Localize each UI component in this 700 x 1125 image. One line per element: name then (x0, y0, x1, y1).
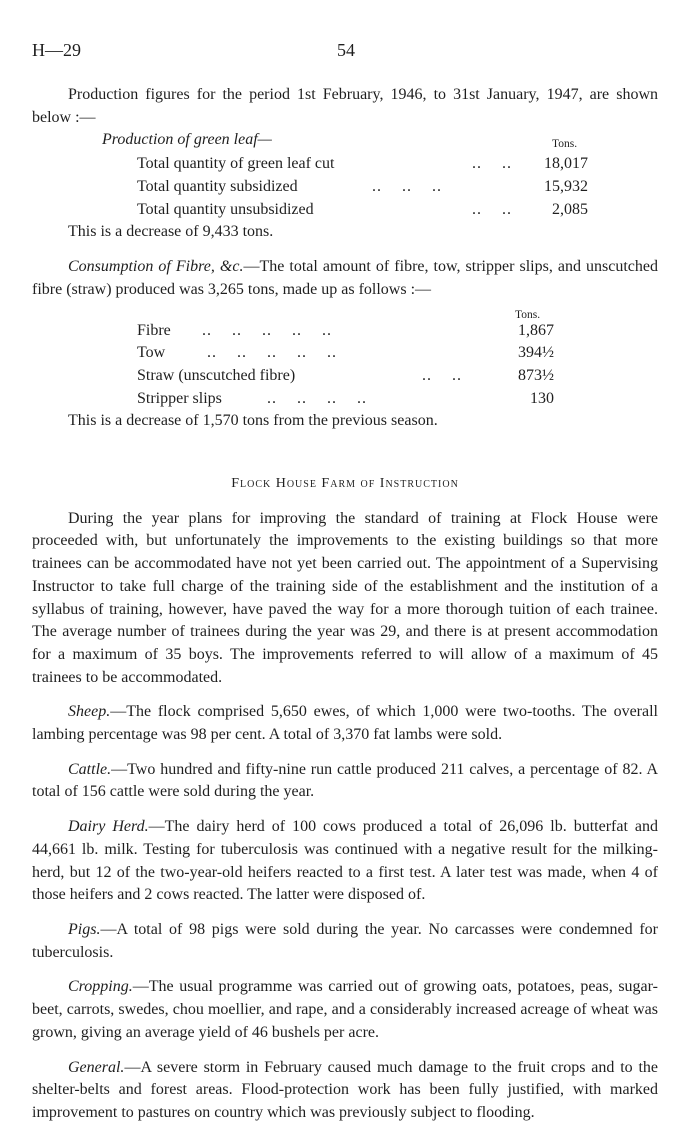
row-label: Total quantity of green leaf cut (137, 155, 335, 173)
paragraph-text: —A total of 98 pigs were sold during the year. No carcasses were condemned for tuberculosis. (32, 920, 658, 961)
row-label: Tow (137, 344, 166, 362)
row-value: 18,017 (544, 155, 588, 173)
row-leader: .. .. (462, 200, 512, 218)
paragraph-text: —A severe storm in February caused much damage to the fruit crops and to the shelter-belts and forest areas. Flood-protection work has been fully justified, with marked improvement to pastures on country which was previously subject to flooding. (32, 1058, 658, 1121)
paragraph-text: —The flock comprised 5,650 ewes, of which 1,000 were two-tooths. The overall lambing percentage was 98 per cent. A total of 3,370 fat lambs were sold. (32, 703, 658, 744)
row-value: 1,867 (518, 321, 554, 339)
dairy-paragraph (32, 816, 658, 907)
fibre-row (32, 342, 658, 365)
row-leader: .. .. .. .. .. (197, 344, 337, 362)
fibre-unit-row (32, 302, 658, 320)
fibre-summary: This is a decrease of 1,570 tons from the previous season. (68, 412, 438, 430)
production-unit-row (32, 131, 658, 149)
paragraph-lead: Cattle. (68, 760, 112, 778)
fibre-lead: Consumption of Fibre, &c. (68, 258, 244, 276)
general-paragraph (32, 1057, 658, 1125)
row-leader: .. .. (462, 155, 512, 173)
production-summary: This is a decrease of 9,433 tons. (68, 223, 274, 241)
row-value: 2,085 (552, 200, 588, 218)
paragraph-text: —The dairy herd of 100 cows produced a total of 26,096 lb. butterfat and 44,661 lb. milk. Testing for tuberculosis was continued with a negative result for the milking-herd, but 12 of the two-year-old heifers reacted to a first test. A later test was made, when 4 of those heifers and 2 cows reacted. The latter were disposed of. (32, 818, 658, 904)
paragraph-text: —Two hundred and fifty-nine run cattle produced 211 calves, a percentage of 82. A total of 156 cattle were sold during the year. (32, 760, 658, 801)
row-label: Stripper slips (137, 389, 222, 407)
section-title (32, 473, 658, 496)
section-title-text: Flock House Farm of Instruction (231, 476, 459, 492)
document-reference: H—29 (32, 40, 81, 60)
paragraph-lead: General. (68, 1058, 125, 1076)
row-leader: .. .. .. .. (257, 389, 367, 407)
row-leader: .. .. .. (362, 178, 442, 196)
fibre-row (32, 320, 658, 343)
fibre-unit: Tons. (515, 308, 541, 321)
row-label: Straw (unscutched fibre) (137, 366, 296, 384)
cropping-paragraph (32, 976, 658, 1044)
pigs-paragraph (32, 919, 658, 964)
row-label: Total quantity unsubsidized (137, 200, 314, 218)
production-intro: Production figures for the period 1st February, 1946, to 31st January, 1947, are shown below :— (32, 86, 658, 126)
page-body (32, 84, 658, 1125)
sheep-paragraph (32, 701, 658, 746)
production-row (32, 199, 658, 222)
paragraph-lead: Pigs. (68, 920, 101, 938)
paragraph-lead: Sheep. (68, 703, 111, 721)
row-label: Total quantity subsidized (137, 178, 298, 196)
row-leader: .. .. (407, 366, 462, 384)
production-unit: Tons. (552, 138, 578, 151)
paragraph-lead: Cropping. (68, 978, 133, 996)
row-value: 873½ (518, 366, 554, 384)
production-row (32, 176, 658, 199)
row-value: 394½ (518, 344, 554, 362)
production-row (32, 153, 658, 176)
page-number: 54 (337, 40, 355, 60)
paragraph-lead: Dairy Herd. (68, 818, 149, 836)
page-header (32, 40, 658, 64)
flock-intro: During the year plans for improving the standard of training at Flock House were proceeded with, but unfortunately the improvements to the existing buildings so that more trainees can be accommodated have not yet been carried out. The appointment of a Supervising Instructor to take full charge of the training side of the establishment and the institution of a syllabus of training, however, have paved the way for a more thorough tuition of each trainee. The average number of trainees during the year was 29, and there is at present accommodation for a maximum of 35 boys. The improvements referred to will allow of a maximum of 45 trainees to be accommodated. (32, 509, 658, 686)
row-value: 130 (530, 389, 554, 407)
fibre-row (32, 365, 658, 388)
production-heading: Production of green leaf— (102, 131, 272, 149)
row-label: Fibre (137, 321, 171, 339)
cattle-paragraph (32, 759, 658, 804)
fibre-text: —The total amount of fibre, tow, stripper slips, and unscutched fibre (straw) produced was 3,265 tons, made up as follows :— (32, 258, 659, 298)
row-leader: .. .. .. .. .. (197, 321, 332, 339)
row-value: 15,932 (544, 178, 588, 196)
fibre-paragraph (32, 256, 658, 301)
fibre-row (32, 388, 658, 411)
paragraph-text: —The usual programme was carried out of growing oats, potatoes, peas, sugar-beet, carrots, swedes, chou moellier, and rape, and a considerably increased acreage of wheat was grown, giving an average yield of 46 bushels per acre. (32, 978, 658, 1041)
